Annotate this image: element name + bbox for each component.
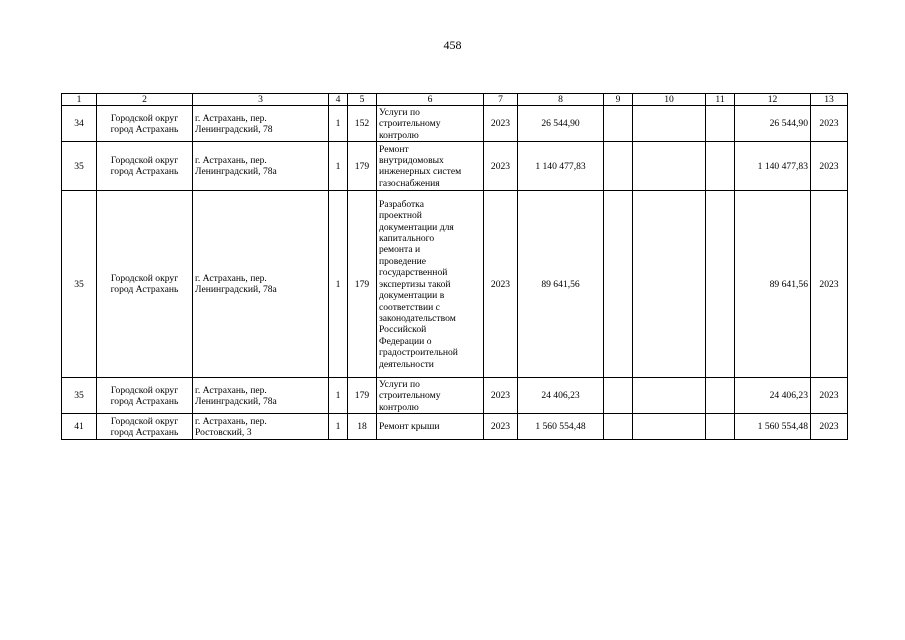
- col-10-value: [633, 106, 706, 142]
- col-header-6: 6: [377, 94, 484, 106]
- address: г. Астрахань, пер. Ленинградский, 78а: [193, 142, 329, 191]
- year: 2023: [484, 142, 518, 191]
- address: г. Астрахань, пер. Ленинградский, 78: [193, 106, 329, 142]
- col-header-12: 12: [735, 94, 811, 106]
- completion-year: 2023: [811, 142, 848, 191]
- municipality: Городской округ город Астрахань: [97, 106, 193, 142]
- capital-repair-table: [61, 93, 848, 440]
- year: 2023: [484, 106, 518, 142]
- col-header-5: 5: [348, 94, 377, 106]
- address: г. Астрахань, пер. Ленинградский, 78а: [193, 378, 329, 414]
- col-5-value: 152: [348, 106, 377, 142]
- cost-owners: 26 544,90: [735, 106, 811, 142]
- table-row: [62, 191, 848, 378]
- col-4-value: 1: [329, 191, 348, 378]
- completion-year: 2023: [811, 106, 848, 142]
- cost-total: 89 641,56: [518, 191, 604, 378]
- cost-owners: 1 140 477,83: [735, 142, 811, 191]
- cost-total: 26 544,90: [518, 106, 604, 142]
- municipality: Городской округ город Астрахань: [97, 142, 193, 191]
- col-10-value: [633, 414, 706, 440]
- table-row: [62, 106, 848, 142]
- cost-total: 24 406,23: [518, 378, 604, 414]
- col-9-value: [604, 378, 633, 414]
- col-header-4: 4: [329, 94, 348, 106]
- col-header-2: 2: [97, 94, 193, 106]
- col-header-8: 8: [518, 94, 604, 106]
- col-9-value: [604, 106, 633, 142]
- col-4-value: 1: [329, 142, 348, 191]
- address: г. Астрахань, пер. Ленинградский, 78а: [193, 191, 329, 378]
- col-10-value: [633, 378, 706, 414]
- col-11-value: [706, 414, 735, 440]
- col-5-value: 179: [348, 191, 377, 378]
- year: 2023: [484, 191, 518, 378]
- row-number: 41: [62, 414, 97, 440]
- cost-owners: 89 641,56: [735, 191, 811, 378]
- col-11-value: [706, 106, 735, 142]
- col-header-10: 10: [633, 94, 706, 106]
- col-header-13: 13: [811, 94, 848, 106]
- header-row: [62, 94, 848, 106]
- table-row: [62, 414, 848, 440]
- col-header-7: 7: [484, 94, 518, 106]
- table-row: [62, 142, 848, 191]
- municipality: Городской округ город Астрахань: [97, 191, 193, 378]
- col-5-value: 18: [348, 414, 377, 440]
- work-type: Услуги по строительному контролю: [377, 378, 484, 414]
- col-11-value: [706, 378, 735, 414]
- col-4-value: 1: [329, 414, 348, 440]
- work-type: Услуги по строительному контролю: [377, 106, 484, 142]
- year: 2023: [484, 378, 518, 414]
- col-4-value: 1: [329, 378, 348, 414]
- col-header-11: 11: [706, 94, 735, 106]
- work-type: Ремонт внутридомовых инженерных систем газоснабжения: [377, 142, 484, 191]
- cost-owners: 1 560 554,48: [735, 414, 811, 440]
- cost-total: 1 560 554,48: [518, 414, 604, 440]
- col-5-value: 179: [348, 142, 377, 191]
- address: г. Астрахань, пер. Ростовский, 3: [193, 414, 329, 440]
- col-header-9: 9: [604, 94, 633, 106]
- col-11-value: [706, 142, 735, 191]
- row-number: 35: [62, 191, 97, 378]
- col-10-value: [633, 191, 706, 378]
- col-9-value: [604, 414, 633, 440]
- completion-year: 2023: [811, 378, 848, 414]
- work-type: Ремонт крыши: [377, 414, 484, 440]
- col-header-1: 1: [62, 94, 97, 106]
- col-9-value: [604, 191, 633, 378]
- cost-total: 1 140 477,83: [518, 142, 604, 191]
- municipality: Городской округ город Астрахань: [97, 414, 193, 440]
- col-9-value: [604, 142, 633, 191]
- work-type: Разработка проектной документации для капитального ремонта и проведение государственной экспертизы такой документации в соответствии с законодательством Российской Федерации о градостроительной деятельности: [377, 191, 484, 378]
- year: 2023: [484, 414, 518, 440]
- col-4-value: 1: [329, 106, 348, 142]
- col-11-value: [706, 191, 735, 378]
- row-number: 35: [62, 378, 97, 414]
- table-row: [62, 378, 848, 414]
- page-number: 458: [443, 38, 462, 52]
- completion-year: 2023: [811, 191, 848, 378]
- row-number: 35: [62, 142, 97, 191]
- municipality: Городской округ город Астрахань: [97, 378, 193, 414]
- cost-owners: 24 406,23: [735, 378, 811, 414]
- col-10-value: [633, 142, 706, 191]
- completion-year: 2023: [811, 414, 848, 440]
- col-header-3: 3: [193, 94, 329, 106]
- col-5-value: 179: [348, 378, 377, 414]
- row-number: 34: [62, 106, 97, 142]
